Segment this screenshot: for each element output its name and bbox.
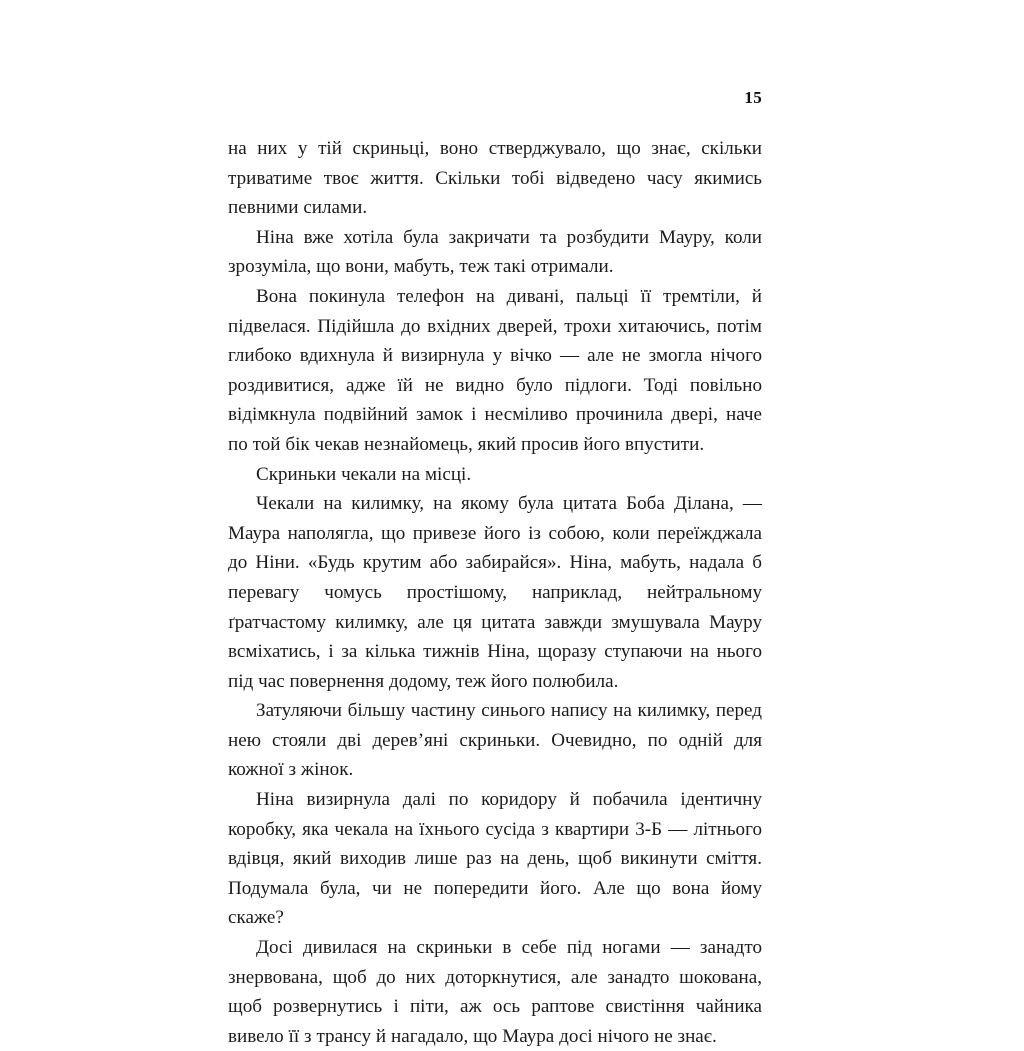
paragraph: Чекали на килимку, на якому була цитата Боба Ділана, — Маура наполягла, що привезе його із собою, коли переїжджала до Ніни. «Будь крутим або забирайся». Ніна, мабуть, надала б перевагу чомусь простішому, наприклад, нейтральному ґратчастому килимку, але ця цитата завжди змушувала Мауру всміхатись, і за кілька тижнів Ніна, щоразу ступаючи на нього під час повернення додому, теж його полюбила.	[228, 493, 762, 692]
paragraph: Досі дивилася на скриньки в себе під ногами — занадто знервована, щоб до них доторкнутися, але занадто шокована, щоб розвернутись і піти, аж ось раптове свистіння чайника вивело її з трансу й нагадало, що Маура досі нічого не знає.	[228, 937, 762, 1047]
paragraph: Ніна визирнула далі по коридору й побачила ідентичну коробку, яка чекала на їхнього сусіда з квартири 3-Б — літнього вдівця, який виходив лише раз на день, щоб викинути сміття. Подумала була, чи не попередити його. Але що вона йому скаже?	[228, 789, 762, 929]
paragraph: Ніна вже хотіла була закричати та розбудити Мауру, коли зрозуміла, що вони, мабуть, теж такі отримали.	[228, 226, 762, 278]
paragraph: на них у тій скриньці, воно стверджувало, що знає, скільки триватиме твоє життя. Скільки тобі відведено часу якимись певними силами.	[228, 138, 762, 219]
body-text-block	[228, 134, 762, 1051]
page-number: 15	[744, 88, 762, 107]
paragraph: Скриньки чекали на місці.	[256, 463, 472, 485]
paragraph: Вона покинула телефон на дивані, пальці її тремтіли, й підвелася. Підійшла до вхідних дверей, трохи хитаючись, потім глибоко вдихнула й визирнула у вічко — але не змогла нічого роздивитися, адже їй не видно було підлоги. Тоді повільно відімкнула подвійний замок і несміливо прочинила двері, наче по той бік чекав незнайомець, який просив його впустити.	[228, 285, 762, 455]
paragraph: Затуляючи більшу частину синього напису на килимку, перед нею стояли дві дерев’яні скриньки. Очевидно, по одній для кожної з жінок.	[228, 700, 762, 781]
